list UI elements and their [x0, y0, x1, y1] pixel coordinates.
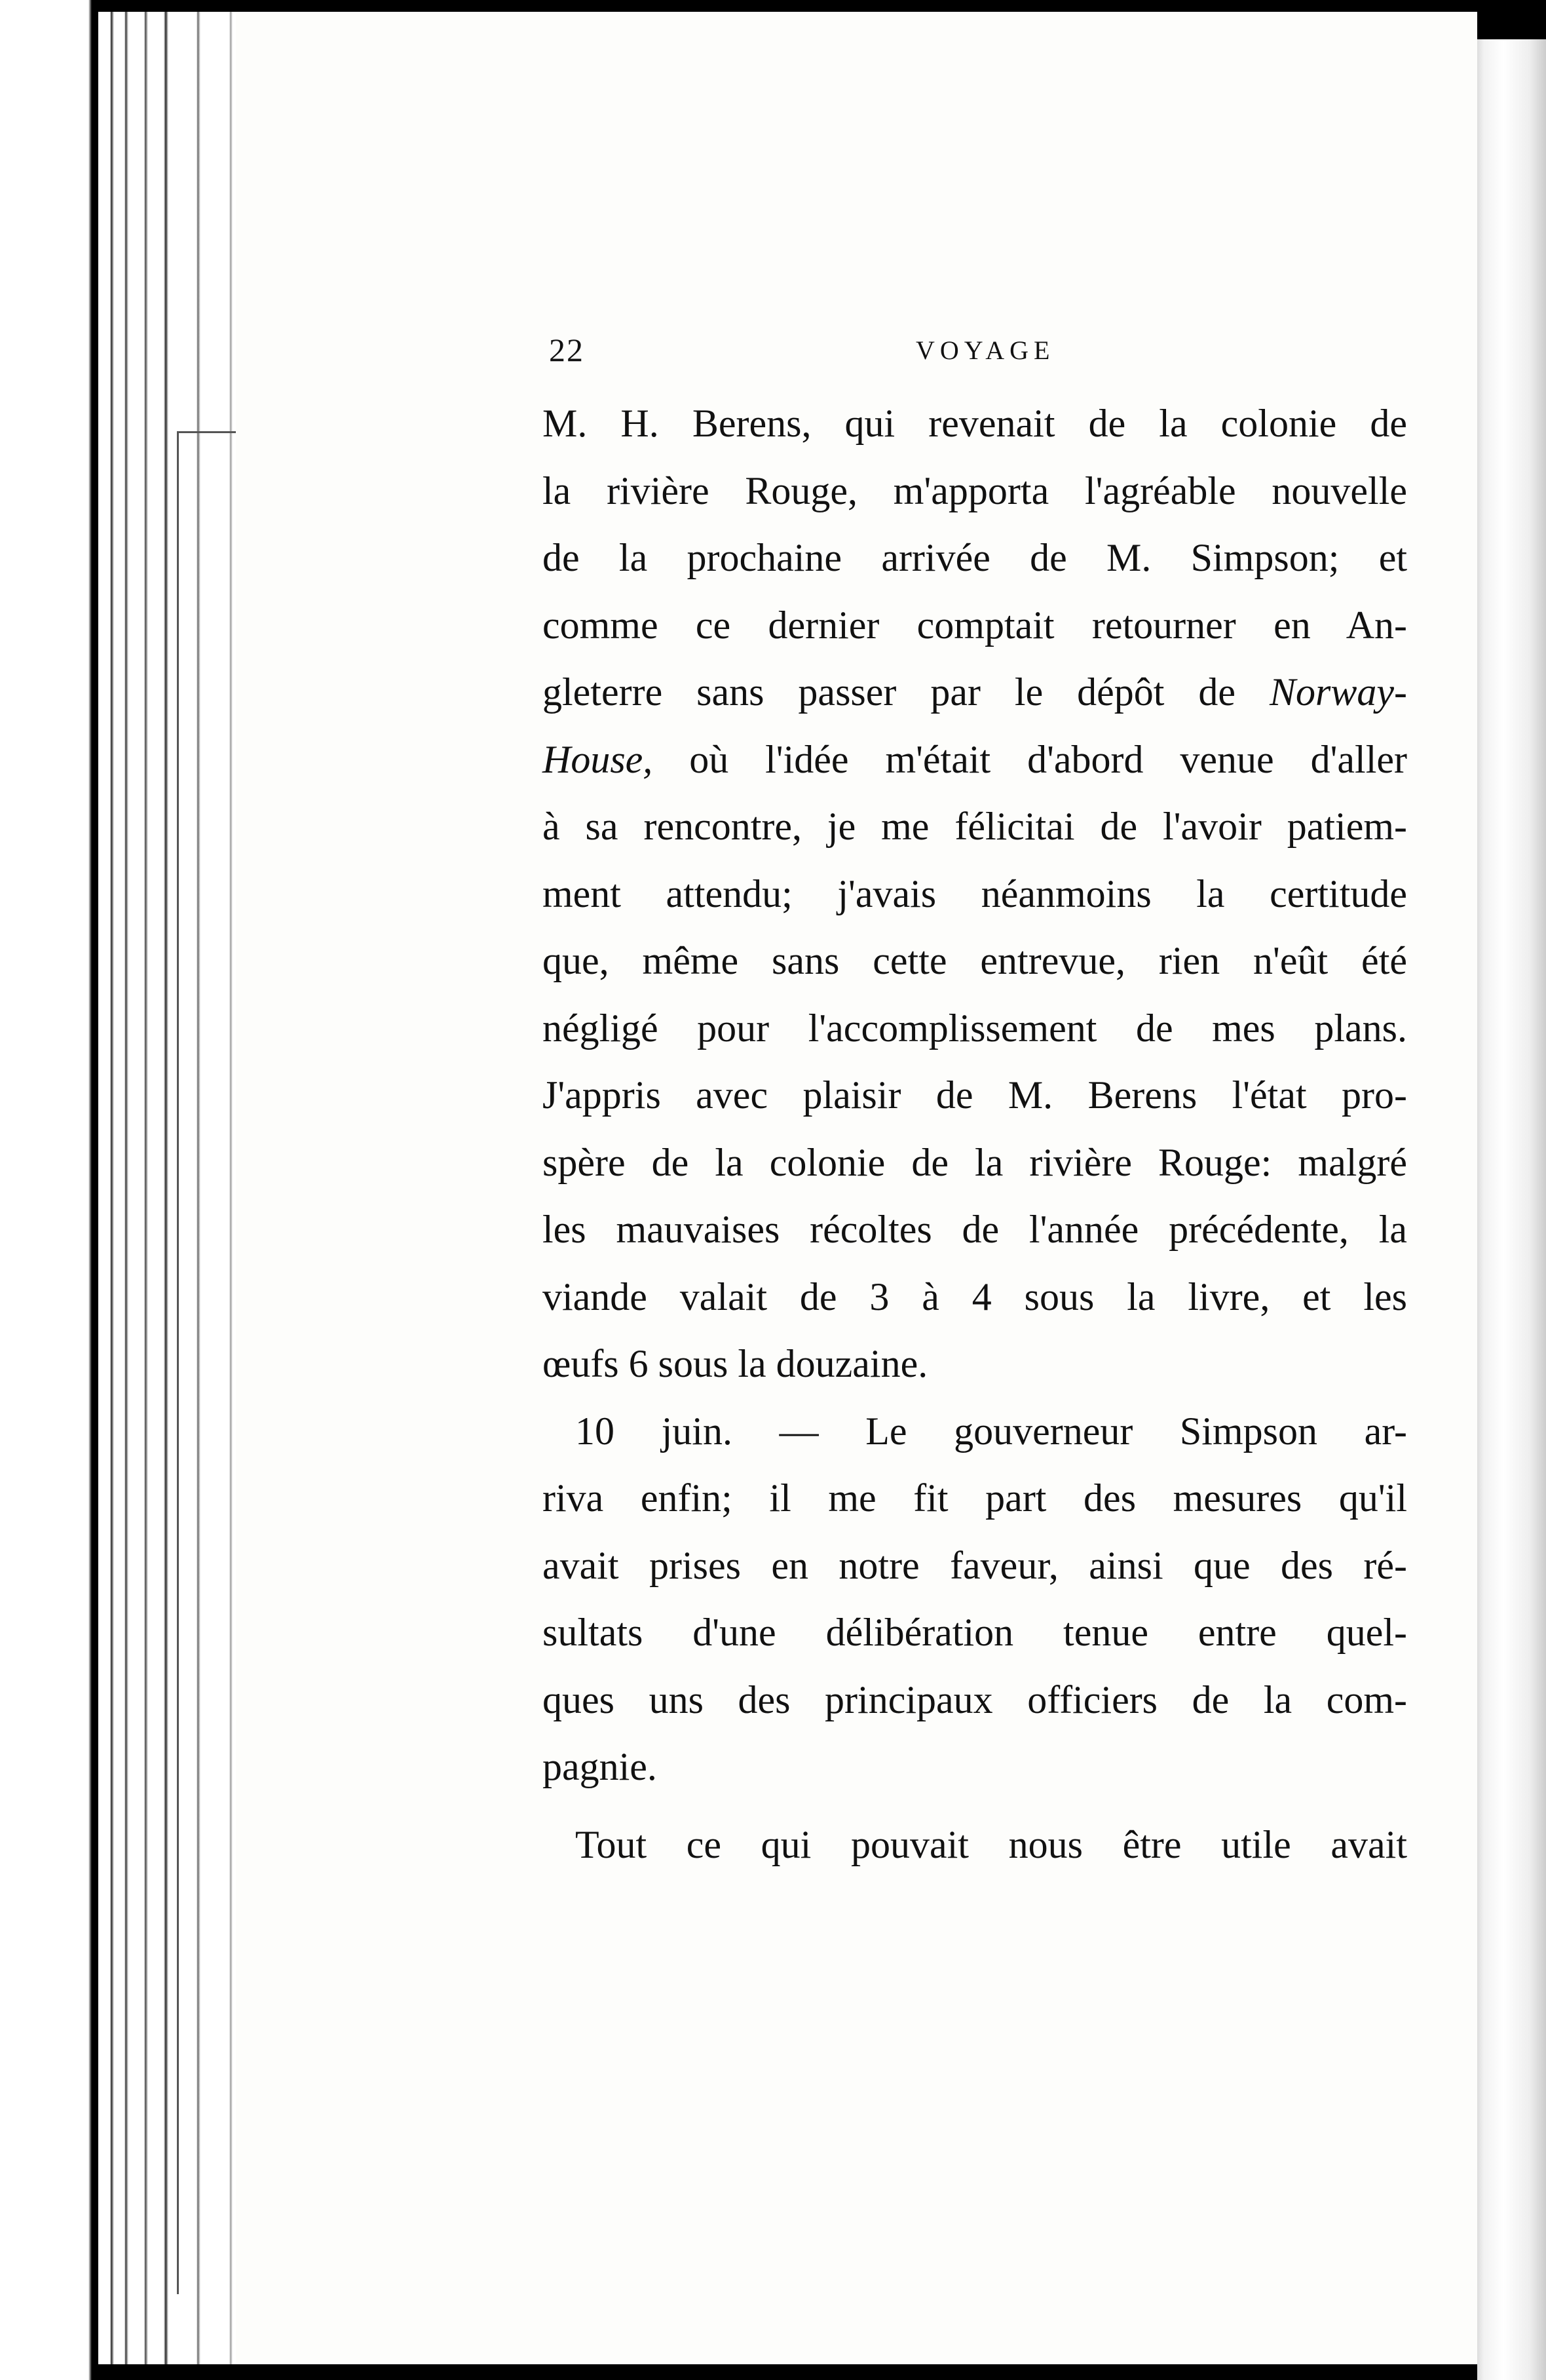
body-text [542, 390, 1407, 1878]
text-line: œufs 6 sous la douzaine. [542, 1342, 928, 1385]
text-line: les mauvaises récoltes de l'année précédente, la [542, 1208, 1407, 1251]
text-line: viande valait de 3 à 4 sous la livre, et les [542, 1275, 1407, 1318]
paragraph-2 [542, 1398, 1407, 1801]
text-line [542, 726, 1407, 794]
text-line: 10 juin. — Le gouverneur Simpson ar- [575, 1409, 1407, 1453]
text-fragment: gleterre sans passer par le dépôt de [542, 670, 1270, 714]
text-line: pagnie. [542, 1745, 657, 1788]
italic-place-name: House, [542, 737, 653, 781]
text-line: à sa rencontre, je me félicitai de l'avoir patiem- [542, 805, 1407, 848]
text-line: ques uns des principaux officiers de la com- [542, 1678, 1407, 1721]
page-right-edge [1477, 39, 1546, 2380]
page-number: 22 [549, 332, 584, 368]
paragraph-1 [542, 390, 1407, 1398]
running-title: VOYAGE [916, 336, 1055, 365]
page-stack-edge [98, 12, 249, 2364]
text-line: que, même sans cette entrevue, rien n'eût été [542, 939, 1407, 982]
page-header [549, 331, 1407, 377]
text-line: J'appris avec plaisir de M. Berens l'état pro- [542, 1073, 1407, 1117]
text-line: spère de la colonie de la rivière Rouge: malgré [542, 1140, 1407, 1184]
text-line: négligé pour l'accomplissement de mes plans. [542, 1006, 1407, 1050]
text-line: comme ce dernier comptait retourner en An- [542, 603, 1407, 647]
text-line: M. H. Berens, qui revenait de la colonie de [542, 402, 1407, 445]
italic-place-name: Norway- [1270, 670, 1407, 714]
text-line: la rivière Rouge, m'apporta l'agréable nouvelle [542, 469, 1407, 512]
text-line [542, 659, 1407, 726]
text-line: ment attendu; j'avais néanmoins la certitude [542, 872, 1407, 915]
text-line: riva enfin; il me fit part des mesures qu'il [542, 1476, 1407, 1520]
scan-left-margin [0, 0, 98, 2380]
text-line: avait prises en notre faveur, ainsi que des ré- [542, 1543, 1407, 1587]
text-line: de la prochaine arrivée de M. Simpson; et [542, 536, 1407, 579]
text-line: Tout ce qui pouvait nous être utile avait [575, 1822, 1407, 1866]
paragraph-3 [542, 1811, 1407, 1879]
text-line: sultats d'une délibération tenue entre quel- [542, 1611, 1407, 1654]
text-fragment: où l'idée m'était d'abord venue d'aller [652, 737, 1407, 781]
